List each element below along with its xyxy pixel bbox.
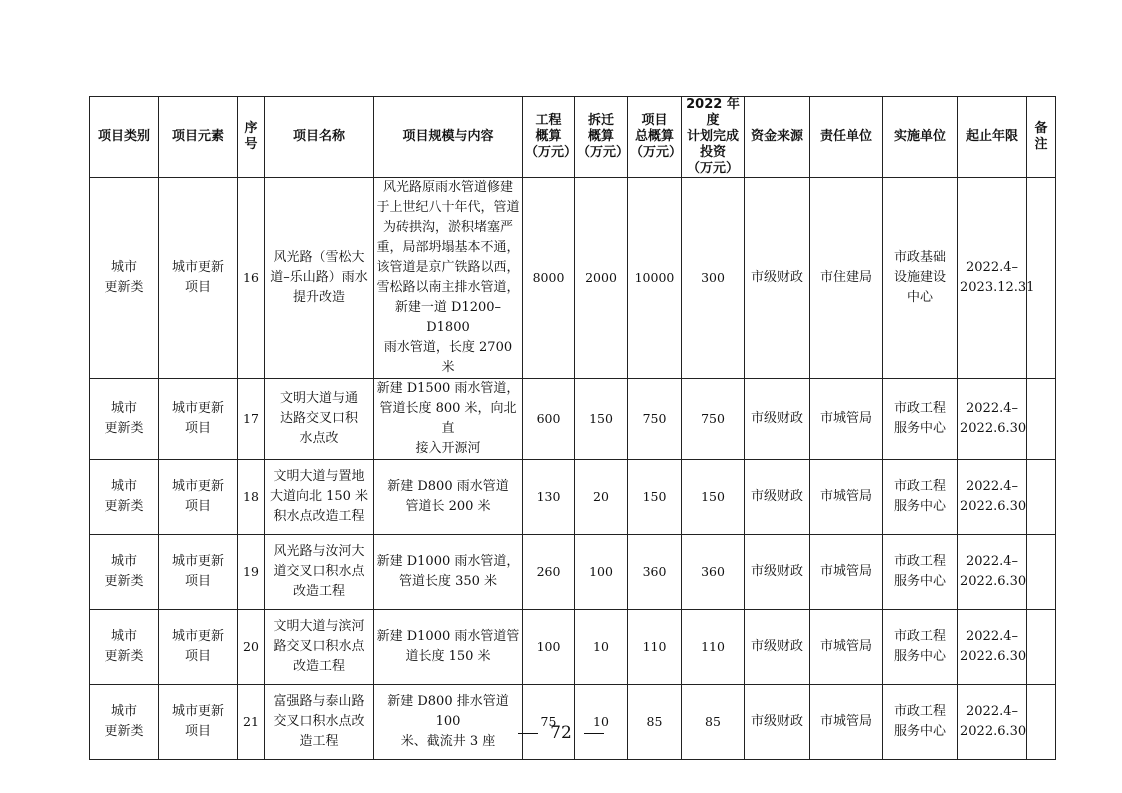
cell-2022-plan: 750 xyxy=(682,379,745,460)
cell-demolition-estimate: 2000 xyxy=(575,178,628,379)
cell-2022-plan: 150 xyxy=(682,460,745,535)
column-header: 项目名称 xyxy=(265,97,374,178)
cell-remarks xyxy=(1027,610,1056,685)
cell-funding-source: 市级财政 xyxy=(745,685,810,760)
cell-project-name: 文明大道与置地 大道向北 150 米 积水点改造工程 xyxy=(265,460,374,535)
cell-total-estimate: 750 xyxy=(628,379,682,460)
cell-funding-source: 市级财政 xyxy=(745,379,810,460)
cell-2022-plan: 85 xyxy=(682,685,745,760)
cell-demolition-estimate: 10 xyxy=(575,685,628,760)
project-table xyxy=(89,96,1056,760)
cell-2022-plan: 300 xyxy=(682,178,745,379)
cell-period: 2022.4– 2022.6.30 xyxy=(958,379,1027,460)
cell-element: 城市更新 项目 xyxy=(159,379,238,460)
cell-scope: 新建 D800 排水管道 100 米、截流井 3 座 xyxy=(374,685,523,760)
column-header: 项目 总概算 （万元） xyxy=(628,97,682,178)
page-number: 72 xyxy=(550,723,572,743)
cell-engineering-estimate: 130 xyxy=(523,460,575,535)
cell-implementing-unit: 市政工程 服务中心 xyxy=(883,379,958,460)
cell-period: 2022.4– 2022.6.30 xyxy=(958,610,1027,685)
cell-period: 2022.4– 2023.12.31 xyxy=(958,178,1027,379)
cell-engineering-estimate: 600 xyxy=(523,379,575,460)
cell-implementing-unit: 市政工程 服务中心 xyxy=(883,535,958,610)
cell-funding-source: 市级财政 xyxy=(745,535,810,610)
cell-scope: 新建 D1000 雨水管道管 道长度 150 米 xyxy=(374,610,523,685)
cell-total-estimate: 10000 xyxy=(628,178,682,379)
cell-category: 城市 更新类 xyxy=(90,535,159,610)
column-header: 备 注 xyxy=(1027,97,1056,178)
cell-element: 城市更新 项目 xyxy=(159,610,238,685)
cell-element: 城市更新 项目 xyxy=(159,535,238,610)
cell-scope: 风光路原雨水管道修建 于上世纪八十年代，管道 为砖拱沟，淤积堵塞严 重，局部坍塌基本不通， 该管道是京广铁路以西， 雪松路以南主排水管道， 新建一道 D1200–D1800 雨水管道，长度 2700 米 xyxy=(374,178,523,379)
cell-period: 2022.4– 2022.6.30 xyxy=(958,460,1027,535)
column-header: 2022 年度 计划完成 投资 （万元） xyxy=(682,97,745,178)
cell-implementing-unit: 市政基础 设施建设 中心 xyxy=(883,178,958,379)
cell-category: 城市 更新类 xyxy=(90,610,159,685)
cell-project-name: 风光路与汝河大 道交叉口积水点 改造工程 xyxy=(265,535,374,610)
cell-responsible-unit: 市住建局 xyxy=(810,178,883,379)
cell-responsible-unit: 市城管局 xyxy=(810,685,883,760)
cell-element: 城市更新 项目 xyxy=(159,178,238,379)
cell-remarks xyxy=(1027,379,1056,460)
column-header: 实施单位 xyxy=(883,97,958,178)
footer-dash-right xyxy=(584,733,604,734)
cell-project-name: 风光路（雪松大 道–乐山路）雨水 提升改造 xyxy=(265,178,374,379)
cell-total-estimate: 110 xyxy=(628,610,682,685)
page-footer xyxy=(0,722,1122,744)
cell-remarks xyxy=(1027,460,1056,535)
cell-element: 城市更新 项目 xyxy=(159,685,238,760)
cell-demolition-estimate: 10 xyxy=(575,610,628,685)
cell-demolition-estimate: 100 xyxy=(575,535,628,610)
cell-demolition-estimate: 20 xyxy=(575,460,628,535)
table-row xyxy=(90,460,1056,535)
cell-category: 城市 更新类 xyxy=(90,685,159,760)
cell-number: 17 xyxy=(238,379,265,460)
cell-number: 19 xyxy=(238,535,265,610)
cell-period: 2022.4– 2022.6.30 xyxy=(958,685,1027,760)
cell-project-name: 富强路与泰山路 交叉口积水点改 造工程 xyxy=(265,685,374,760)
cell-scope: 新建 D1500 雨水管道， 管道长度 800 米，向北直 接入开源河 xyxy=(374,379,523,460)
column-header: 项目类别 xyxy=(90,97,159,178)
column-header: 责任单位 xyxy=(810,97,883,178)
column-header: 项目元素 xyxy=(159,97,238,178)
cell-element: 城市更新 项目 xyxy=(159,460,238,535)
cell-responsible-unit: 市城管局 xyxy=(810,610,883,685)
cell-2022-plan: 360 xyxy=(682,535,745,610)
cell-responsible-unit: 市城管局 xyxy=(810,460,883,535)
table-header-row xyxy=(90,97,1056,178)
cell-total-estimate: 85 xyxy=(628,685,682,760)
cell-scope: 新建 D800 雨水管道 管道长 200 米 xyxy=(374,460,523,535)
table-row xyxy=(90,379,1056,460)
cell-implementing-unit: 市政工程 服务中心 xyxy=(883,610,958,685)
cell-remarks xyxy=(1027,535,1056,610)
cell-remarks xyxy=(1027,178,1056,379)
cell-category: 城市 更新类 xyxy=(90,178,159,379)
table-row xyxy=(90,610,1056,685)
cell-number: 18 xyxy=(238,460,265,535)
cell-project-name: 文明大道与滨河 路交叉口积水点 改造工程 xyxy=(265,610,374,685)
cell-engineering-estimate: 100 xyxy=(523,610,575,685)
cell-total-estimate: 360 xyxy=(628,535,682,610)
footer-dash-left xyxy=(518,733,538,734)
cell-funding-source: 市级财政 xyxy=(745,610,810,685)
table-row xyxy=(90,535,1056,610)
table-row xyxy=(90,178,1056,379)
column-header: 起止年限 xyxy=(958,97,1027,178)
cell-implementing-unit: 市政工程 服务中心 xyxy=(883,460,958,535)
column-header: 资金来源 xyxy=(745,97,810,178)
cell-implementing-unit: 市政工程 服务中心 xyxy=(883,685,958,760)
column-header: 工程 概算 （万元） xyxy=(523,97,575,178)
cell-engineering-estimate: 8000 xyxy=(523,178,575,379)
cell-category: 城市 更新类 xyxy=(90,460,159,535)
cell-engineering-estimate: 260 xyxy=(523,535,575,610)
cell-project-name: 文明大道与通 达路交叉口积 水点改 xyxy=(265,379,374,460)
cell-funding-source: 市级财政 xyxy=(745,178,810,379)
project-table-container xyxy=(89,96,1055,760)
cell-responsible-unit: 市城管局 xyxy=(810,379,883,460)
cell-scope: 新建 D1000 雨水管道， 管道长度 350 米 xyxy=(374,535,523,610)
table-body xyxy=(90,178,1056,760)
cell-number: 16 xyxy=(238,178,265,379)
cell-2022-plan: 110 xyxy=(682,610,745,685)
cell-number: 20 xyxy=(238,610,265,685)
cell-funding-source: 市级财政 xyxy=(745,460,810,535)
cell-category: 城市 更新类 xyxy=(90,379,159,460)
cell-number: 21 xyxy=(238,685,265,760)
column-header: 拆迁 概算 （万元） xyxy=(575,97,628,178)
cell-engineering-estimate: 75 xyxy=(523,685,575,760)
cell-total-estimate: 150 xyxy=(628,460,682,535)
cell-demolition-estimate: 150 xyxy=(575,379,628,460)
column-header: 项目规模与内容 xyxy=(374,97,523,178)
column-header: 序 号 xyxy=(238,97,265,178)
cell-period: 2022.4– 2022.6.30 xyxy=(958,535,1027,610)
cell-responsible-unit: 市城管局 xyxy=(810,535,883,610)
